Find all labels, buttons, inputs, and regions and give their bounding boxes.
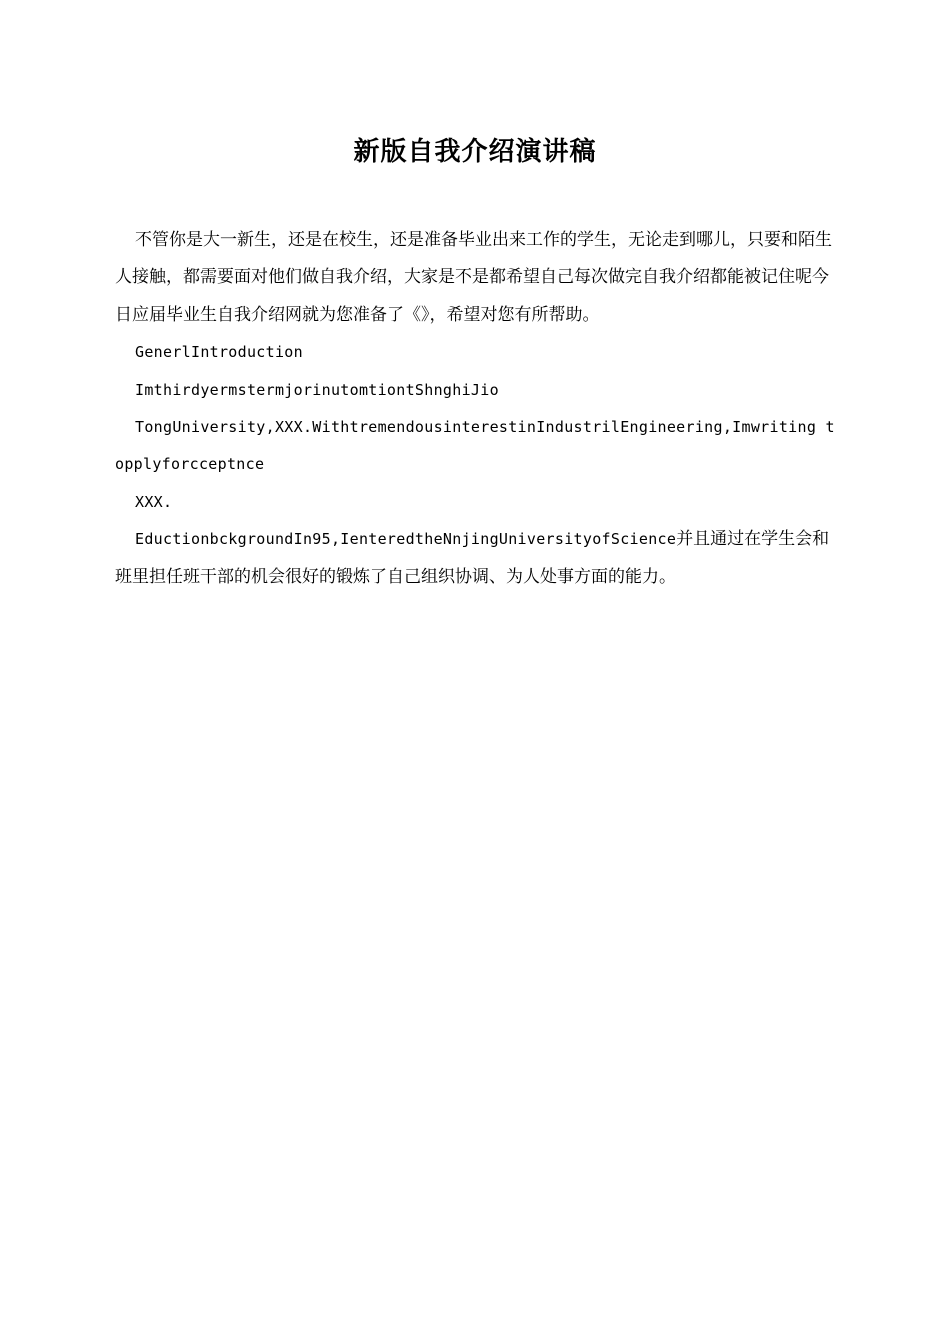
general-introduction-line: GenerlIntroduction xyxy=(135,343,303,362)
document-title: 新版自我介绍演讲稿 xyxy=(353,137,597,167)
education-english-text: EductionbckgroundIn95,IenteredtheNnjingUniversityofScience xyxy=(135,530,677,549)
major-line: ImthirdyermstermjorinutomtiontShnghiJio xyxy=(135,380,499,399)
education-chinese-text: 并且通过在学生会和班里担任班干部的机会很好的锻炼了自己组织协调、为人处事方面的能力。 xyxy=(115,529,830,587)
xxx-line: XXX. xyxy=(135,492,173,511)
university-line: TongUniversity,XXX.WithtremendousinterestinIndustrilEngineering,Imwriting topplyforcceptnce xyxy=(115,418,835,474)
education-paragraph xyxy=(115,521,837,596)
document-body xyxy=(115,222,837,596)
intro-paragraph: 不管你是大一新生，还是在校生，还是准备毕业出来工作的学生，无论走到哪儿，只要和陌生人接触，都需要面对他们做自我介绍，大家是不是都希望自己每次做完自我介绍都能被记住呢今日应届毕业生自我介绍网就为您准备了《》，希望对您有所帮助。 xyxy=(115,230,832,325)
